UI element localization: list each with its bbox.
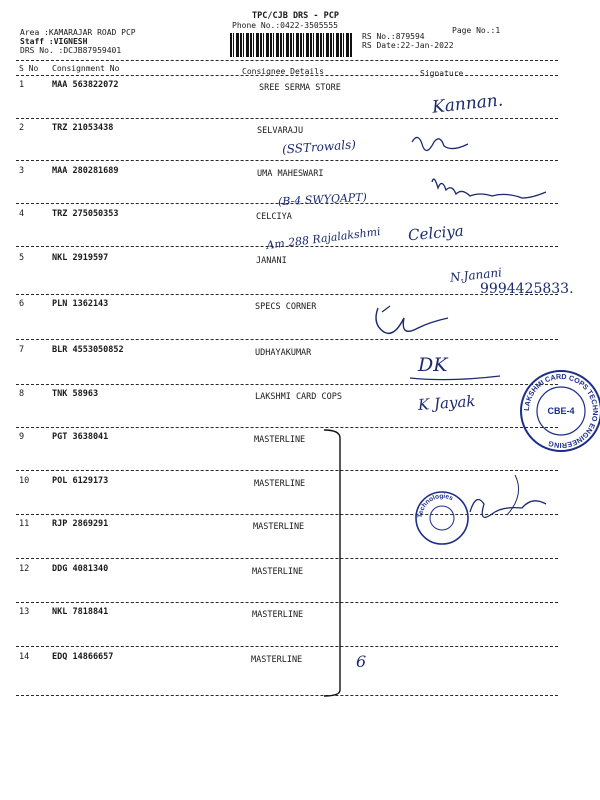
row-consignee: CELCIYA xyxy=(256,212,292,222)
row-sno: 2 xyxy=(19,123,25,133)
row-sno: 8 xyxy=(19,389,25,399)
row-consignment: POL 6129173 xyxy=(52,476,109,486)
doc-title: TPC/CJB DRS - PCP xyxy=(252,11,339,21)
row-consignment: TRZ 275050353 xyxy=(52,209,119,219)
note-row-3: (B-4 SWYQAPT) xyxy=(277,190,368,209)
rs-date: RS Date:22-Jan-2022 xyxy=(362,41,454,50)
row-consignment: TRZ 21053438 xyxy=(52,123,114,133)
row-consignment: PLN 1362143 xyxy=(52,299,109,309)
note-row-4: Am 288 Rajalakshmi xyxy=(265,225,382,252)
row-consignee: MASTERLINE xyxy=(251,655,303,665)
col-header-consignment: Consignment No xyxy=(52,64,120,73)
row-consignee: MASTERLINE xyxy=(252,567,304,577)
signature-row-8: K Jayak xyxy=(417,392,476,414)
row-consignee: SELVARAJU xyxy=(257,126,304,136)
signature-scribble-row-3 xyxy=(432,179,546,198)
row-sno: 10 xyxy=(19,476,30,486)
row-consignee: UMA MAHESWARI xyxy=(257,169,324,179)
row-consignee: UDHAYAKUMAR xyxy=(255,348,312,358)
row-consignment: MAA 563822072 xyxy=(52,80,119,90)
row-consignee: LAKSHMI CARD COPS xyxy=(255,392,342,402)
row-consignment: RJP 2869291 xyxy=(52,519,109,529)
row-consignment: DDG 4081340 xyxy=(52,564,109,574)
row-consignment: BLR 4553050852 xyxy=(52,345,124,355)
row-sno: 9 xyxy=(19,432,25,442)
row-sno: 11 xyxy=(19,519,30,529)
signature-row-4: Celciya xyxy=(407,221,465,245)
signature-row-7: DK xyxy=(418,354,448,376)
row-consignment: PGT 3638041 xyxy=(52,432,109,442)
stamp-lakshmi-ring-text: LAKSHMI CARD COPS TECHNO ENGINEERING xyxy=(521,371,600,451)
area-label: Area :KAMARAJAR ROAD PCP xyxy=(20,28,136,37)
rs-number: RS No.:879594 xyxy=(362,32,425,41)
signature-row-1: Kannan. xyxy=(431,90,505,118)
stamp-technologies-ring-text: Technologies xyxy=(416,492,455,519)
page-number: Page No.:1 xyxy=(452,26,501,35)
row-consignment: NKL 2919597 xyxy=(52,253,109,263)
row-consignee: MASTERLINE xyxy=(253,522,305,532)
row-consignment: NKL 7818841 xyxy=(52,607,109,617)
col-header-consignee: Consignee Details xyxy=(242,67,324,76)
row-sno: 14 xyxy=(19,652,30,662)
col-header-sno: S No xyxy=(19,64,39,73)
row-sno: 7 xyxy=(19,345,25,355)
stamp-lakshmi xyxy=(521,371,600,451)
row-consignee: SREE SERMA STORE xyxy=(259,83,341,93)
signature-row-5: N.Janani xyxy=(449,265,503,285)
row-consignee: SPECS CORNER xyxy=(255,302,317,312)
signature-scribble-row-2 xyxy=(412,137,468,150)
row-sno: 13 xyxy=(19,607,30,617)
row-consignee: MASTERLINE xyxy=(254,479,306,489)
row-consignment: MAA 280281689 xyxy=(52,166,119,176)
phone-number: Phone No.:0422-3505555 xyxy=(232,21,338,30)
staff-label: Staff :VIGNESH xyxy=(20,37,88,46)
stamp-technologies xyxy=(416,492,468,544)
row-consignment: EDQ 14866657 xyxy=(52,652,114,662)
row-sno: 6 xyxy=(19,299,25,309)
row-sno: 5 xyxy=(19,253,25,263)
mark-row-14: 6 xyxy=(356,652,367,671)
row-sno: 1 xyxy=(19,80,25,90)
phone-row-5: 9994425833. xyxy=(480,281,574,297)
signature-scribble-row-11 xyxy=(470,500,546,518)
col-header-signature: Signature xyxy=(420,69,464,78)
row-sno: 3 xyxy=(19,166,25,176)
brace-bracket xyxy=(324,430,340,696)
row-sno: 12 xyxy=(19,564,30,574)
row-consignee: MASTERLINE xyxy=(254,435,306,445)
row-consignee: JANANI xyxy=(256,256,287,266)
drs-number: DRS No. :DCJB87959401 xyxy=(20,46,122,55)
note-row-2: (SSTrowals) xyxy=(281,137,357,157)
row-consignee: MASTERLINE xyxy=(252,610,304,620)
signature-scribble-row-6 xyxy=(376,308,448,333)
row-sno: 4 xyxy=(19,209,25,219)
row-consignment: TNK 58963 xyxy=(52,389,99,399)
stamp-lakshmi-center: CBE-4 xyxy=(547,406,575,416)
